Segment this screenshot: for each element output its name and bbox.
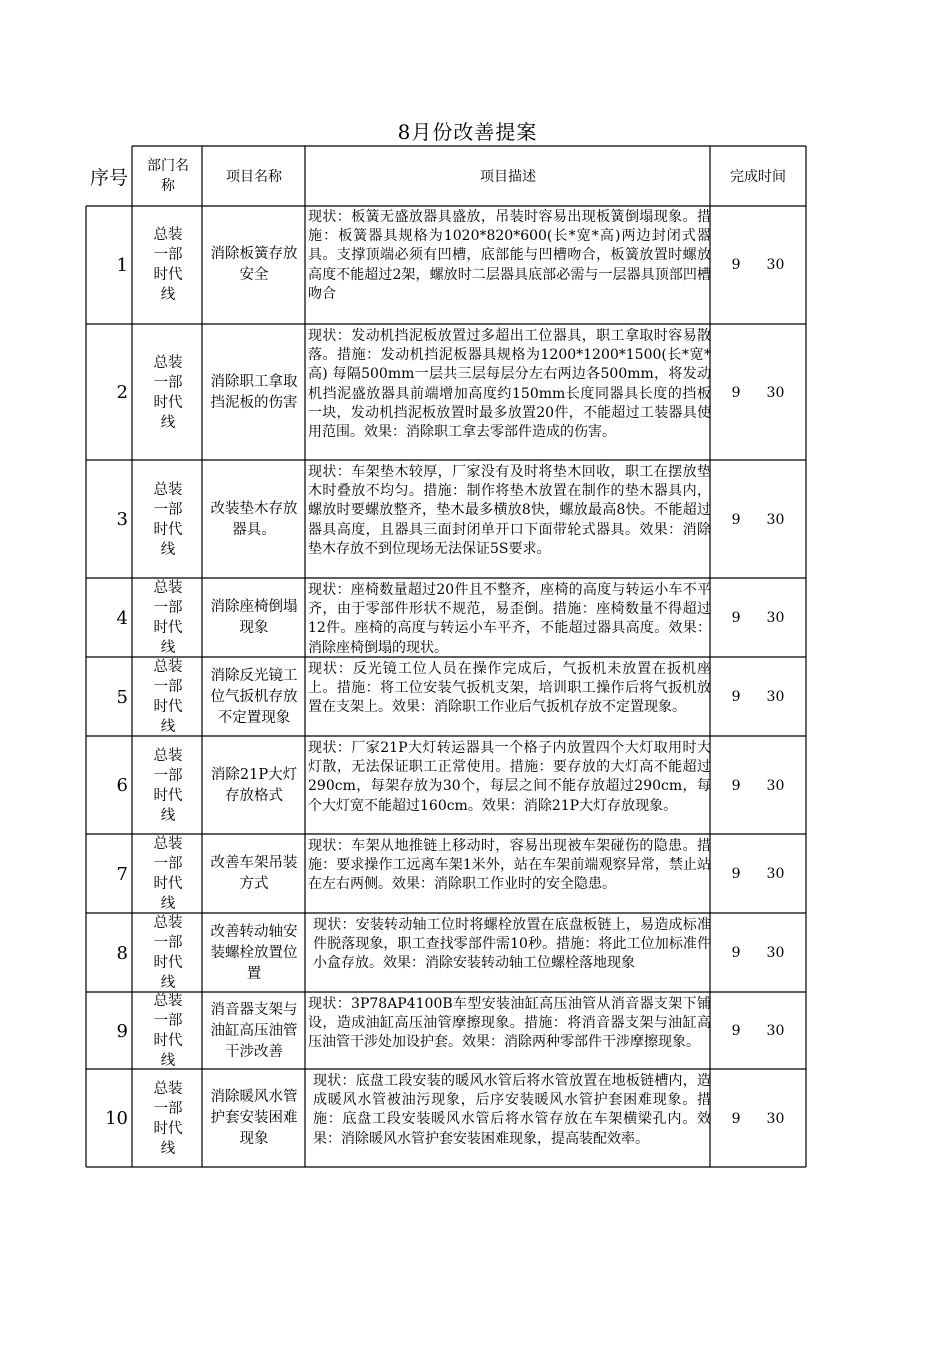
row-month: 9 xyxy=(731,1110,741,1127)
row-day: 30 xyxy=(766,866,785,882)
row-time xyxy=(711,206,805,324)
row-dept: 总装一部时代线 xyxy=(153,227,183,303)
row-seq: 10 xyxy=(105,1108,128,1129)
row-time xyxy=(711,835,805,913)
header-name: 项目名称 xyxy=(226,169,282,185)
header-desc: 项目描述 xyxy=(480,169,536,185)
row-month: 9 xyxy=(731,945,741,961)
row-time xyxy=(711,325,805,460)
row-name: 消除21P大灯存放格式 xyxy=(210,766,298,804)
row-dept: 总装一部时代线 xyxy=(153,747,183,824)
row-month: 9 xyxy=(731,511,741,528)
row-month: 9 xyxy=(731,257,741,273)
row-name: 消除座椅倒塌现象 xyxy=(210,599,298,636)
row-day: 30 xyxy=(766,689,785,705)
row-name: 消除反光镜工位气扳机存放不定置现象 xyxy=(210,667,298,726)
page-title: 8月份改善提案 xyxy=(397,120,538,144)
row-time xyxy=(711,914,805,992)
row-month: 9 xyxy=(731,866,741,882)
row-name: 消除职工拿取挡泥板的伤害 xyxy=(210,373,298,411)
row-day: 30 xyxy=(766,945,785,961)
row-name: 改善车架吊装方式 xyxy=(210,855,298,892)
row-day: 30 xyxy=(766,511,785,528)
row-time xyxy=(711,993,805,1069)
row-dept: 总装一部时代线 xyxy=(153,354,183,431)
row-seq: 3 xyxy=(116,509,128,530)
row-day: 30 xyxy=(766,777,785,794)
row-day: 30 xyxy=(766,384,785,401)
row-time xyxy=(711,1070,805,1167)
row-desc: 现状：安装转动轴工位时将螺栓放置在底盘板链上，易造成标准件脱落现象，职工查找零部件需10秒。措施：将此工位加标准件小盒存放。效果：消除安装转动轴工位螺栓落地现象 xyxy=(313,917,711,972)
row-dept: 总装一部时代线 xyxy=(153,659,183,735)
row-desc: 现状：板簧无盛放器具盛放，吊装时容易出现板簧倒塌现象。措施：板簧器具规格为1020*820*600(长*宽*高)两边封闭式器具。支撑顶端必须有凹槽，底部能与凹槽吻合，板簧放置时螺放高度不能超过2架，螺放时二层器具底部必需与一层器具顶部凹槽吻合 xyxy=(308,209,711,302)
row-desc: 现状：车架从地推链上移动时，容易出现被车架碰伤的隐患。措施：要求操作工远离车架1米外，站在车架前端观察异常，禁止站在左右两侧。效果：消除职工作业时的安全隐患。 xyxy=(308,838,711,893)
header-seq: 序号 xyxy=(89,166,128,189)
row-seq: 8 xyxy=(116,942,128,964)
header-time: 完成时间 xyxy=(730,169,786,185)
row-dept: 总装一部时代线 xyxy=(153,915,183,991)
row-month: 9 xyxy=(731,689,741,705)
row-day: 30 xyxy=(766,1023,785,1039)
row-desc: 现状：厂家21P大灯转运器具一个格子内放置四个大灯取用时大灯散，无法保证职工正常使用。措施：要存放的大灯高不能超过290cm，每架存放为30个，每层之间不能存放超过290cm，每个大灯宽不能超过160cm。效果：消除21P大灯存放现象。 xyxy=(308,740,711,814)
row-time xyxy=(711,461,805,578)
row-dept: 总装一部时代线 xyxy=(153,481,183,558)
row-month: 9 xyxy=(731,384,741,401)
row-seq: 5 xyxy=(116,686,128,708)
row-seq: 6 xyxy=(116,775,128,796)
row-time xyxy=(711,737,805,834)
row-day: 30 xyxy=(766,1110,785,1127)
row-desc: 现状：3P78AP4100B车型安装油缸高压油管从消音器支架下铺设，造成油缸高压油管摩擦现象。措施：将消音器支架与油缸高压油管干涉处加设护套。效果：消除两种零部件干涉摩擦现象。 xyxy=(308,996,711,1051)
row-seq: 1 xyxy=(116,254,128,276)
row-desc: 现状：发动机挡泥板放置过多超出工位器具，职工拿取时容易散落。措施：发动机挡泥板器具规格为1200*1200*1500(长*宽*高) 每隔500mm一层共三层每层分左右两边各500mm，将发动机挡泥盛放器具前端增加高度约150mm长度同器具长度的挡板一块，发动机挡泥板放置时最多放置20件，不能超过工装器具使用范围。效果：消除职工拿去零部件造成的伤害。 xyxy=(308,328,711,441)
row-month: 9 xyxy=(731,777,741,794)
row-day: 30 xyxy=(766,257,785,273)
row-seq: 4 xyxy=(116,607,128,629)
row-name: 消除板簧存放安全 xyxy=(210,246,298,283)
row-dept: 总装一部时代线 xyxy=(153,1080,183,1157)
row-month: 9 xyxy=(731,610,741,626)
row-desc: 现状：座椅数量超过20件且不整齐，座椅的高度与转运小车不平齐，由于零部件形状不规范，易歪倒。措施：座椅数量不得超过12件。座椅的高度与转运小车平齐，不能超过器具高度。效果：消除座椅倒塌的现状。 xyxy=(308,582,711,656)
row-name: 改善转动轴安装螺栓放置位置 xyxy=(210,923,298,982)
row-dept: 总装一部时代线 xyxy=(153,580,183,656)
row-name: 消除暖风水管护套安装困难现象 xyxy=(210,1089,298,1147)
row-seq: 9 xyxy=(116,1020,128,1042)
row-dept: 总装一部时代线 xyxy=(153,993,183,1069)
row-desc: 现状：底盘工段安装的暖风水管后将水管放置在地板链槽内，造成暖风水管被油污现象，后序安装暖风水管护套困难现象。措施：底盘工段安装暖风水管后将水管存放在车架横梁孔内。效果：消除暖风水管护套安装困难现象，提高装配效率。 xyxy=(313,1073,711,1147)
row-desc: 现状：车架垫木较厚，厂家没有及时将垫木回收，职工在摆放垫木时叠放不均匀。措施：制作将垫木放置在制作的垫木器具内，螺放时要螺放整齐，垫木最多横放8快，螺放最高8快。不能超过器具高度，且器具三面封闭单开口下面带轮式器具。效果：消除垫木存放不到位现场无法保证5S要求。 xyxy=(308,464,711,557)
row-name: 改装垫木存放器具。 xyxy=(210,500,298,538)
header-dept: 部门名称 xyxy=(147,158,189,194)
row-seq: 2 xyxy=(116,382,128,403)
row-day: 30 xyxy=(766,610,785,626)
row-month: 9 xyxy=(731,1023,741,1039)
row-dept: 总装一部时代线 xyxy=(153,836,183,912)
row-name: 消音器支架与油缸高压油管干涉改善 xyxy=(210,1001,298,1060)
row-time xyxy=(711,579,805,657)
row-time xyxy=(711,658,805,736)
row-desc: 现状：反光镜工位人员在操作完成后，气扳机未放置在扳机座上。措施：将工位安装气扳机支架，培训职工操作后将气扳机放置在支架上。效果：消除职工作业后气扳机存放不定置现象。 xyxy=(308,661,711,716)
row-seq: 7 xyxy=(116,863,128,885)
